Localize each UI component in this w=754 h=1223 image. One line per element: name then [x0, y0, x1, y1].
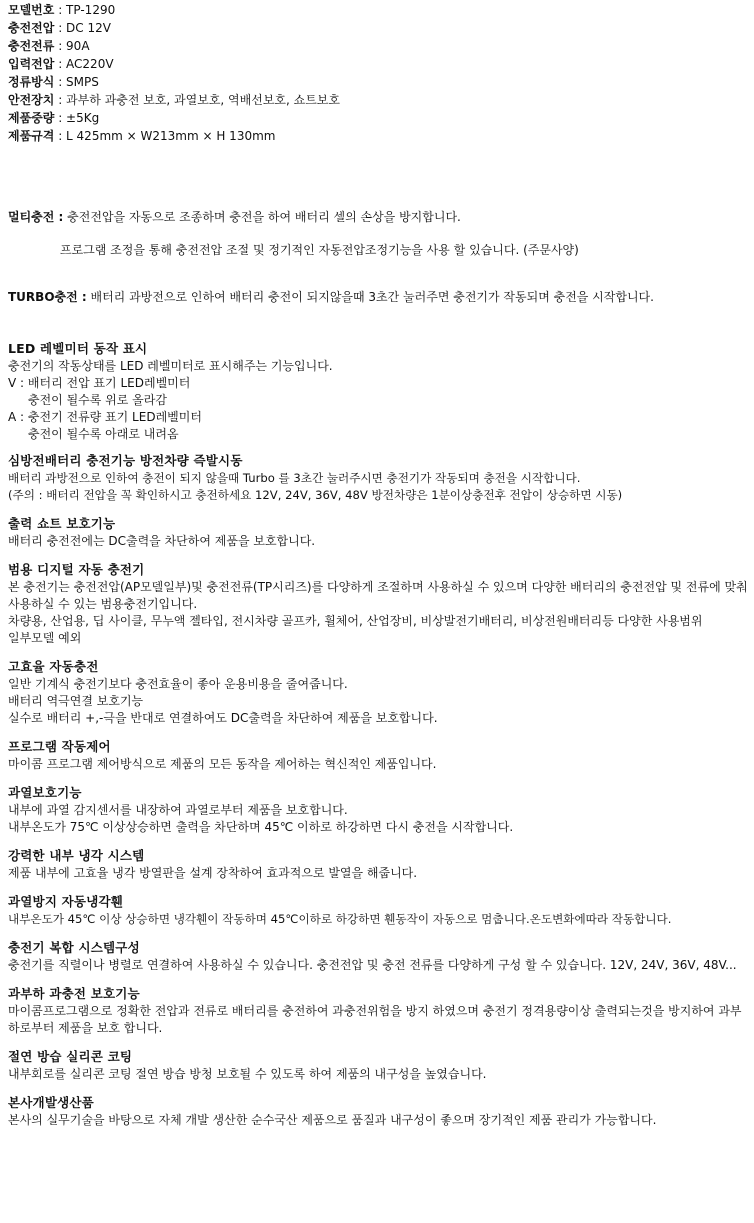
- section-silicone-coating: [8, 1048, 748, 1083]
- section-line: (주의 : 배터리 전압을 꼭 확인하시고 충전하세요 12V, 24V, 36V, 48V 방전차량은 1분이상충전후 전압이 상승하면 시동): [8, 488, 623, 502]
- section-composite-system: [8, 939, 748, 974]
- section-line: 제품 내부에 고효율 냉각 방열판을 설계 장착하여 효과적으로 발열을 해줍니다.: [8, 866, 418, 880]
- section-line: 실수로 배터리 +,-극을 반대로 연결하여도 DC출력을 차단하여 제품을 보호합니다.: [8, 711, 438, 725]
- section-line: 일반 기계식 충전기보다 충전효율이 좋아 운용비용을 줄여줍니다.: [8, 677, 348, 691]
- section-line: 마이콤 프로그램 제어방식으로 제품의 모든 동작을 제어하는 혁신적인 제품입니다.: [8, 757, 437, 771]
- multi-charge-note: 프로그램 조정을 통해 충전전압 조절 및 정기적인 자동전압조정기능을 사용 할 있습니다. (주문사양): [60, 243, 579, 257]
- section-title: 심방전배터리 충전기능 방전차량 즉발시동: [8, 453, 243, 468]
- spec-label: 충전전류: [8, 39, 55, 53]
- spec-value: AC220V: [66, 57, 114, 71]
- section-title: 본사개발생산품: [8, 1095, 94, 1110]
- section-title: 충전기 복합 시스템구성: [8, 940, 140, 955]
- section-line: 내부에 과열 감지센서를 내장하여 과열로부터 제품을 보호합니다.: [8, 803, 348, 817]
- section-line: 내부온도가 75℃ 이상상승하면 출력을 차단하며 45℃ 이하로 하강하면 다시 충전을 시작합니다.: [8, 820, 514, 834]
- spec-label: 입력전압: [8, 57, 55, 71]
- spec-value: SMPS: [66, 75, 99, 89]
- section-led-meter: [8, 340, 748, 443]
- turbo-charge-text: 배터리 과방전으로 인하여 배터리 충전이 되지않을때 3초간 눌러주면 충전기가 작동되며 충전을 시작합니다.: [86, 290, 654, 304]
- section-line: 일부모델 예외: [8, 631, 82, 645]
- section-universal-charger: [8, 561, 748, 647]
- section-title: LED 레벨미터 동작 표시: [8, 341, 148, 356]
- multi-charge-line: [8, 209, 748, 226]
- spec-value: DC 12V: [66, 21, 111, 35]
- section-title: 과부하 과충전 보호기능: [8, 986, 140, 1001]
- spec-row-safety: 안전장치 : 과부하 과충전 보호, 과열보호, 역배선보호, 쇼트보호: [8, 93, 340, 107]
- section-in-house-product: [8, 1094, 748, 1129]
- section-overheat-protection: [8, 784, 748, 836]
- section-line: 배터리 충전전에는 DC출력을 차단하여 제품을 보호합니다.: [8, 534, 316, 548]
- section-line: 충전이 될수록 아래로 내려옴: [28, 427, 179, 441]
- product-spec-document: [8, 0, 748, 1129]
- spec-row-dimensions: 제품규격 : L 425mm × W213mm × H 130mm: [8, 129, 276, 143]
- spec-value: L 425mm × W213mm × H 130mm: [66, 129, 276, 143]
- section-line: 내부온도가 45℃ 이상 상승하면 냉각휀이 작동하며 45℃이하로 하강하면 휀동작이 자동으로 멈춥니다.온도변화에따라 작동합니다.: [8, 912, 672, 926]
- spec-label: 제품중량: [8, 111, 55, 125]
- spec-row-model: 모델번호 : TP-1290: [8, 3, 116, 17]
- section-title: 범용 디지털 자동 충전기: [8, 562, 145, 577]
- section-line: 충전기를 직렬이나 병렬로 연결하여 사용하실 수 있습니다. 충전전압 및 충전 전류를 다양하게 구성 할 수 있습니다. 12V, 24V, 36V, 48V...: [8, 958, 737, 972]
- section-short-protection: [8, 515, 748, 550]
- section-title: 프로그램 작동제어: [8, 739, 111, 754]
- section-line: 차량용, 산업용, 딥 사이클, 무누액 젤타입, 전시차량 골프카, 휠체어, 산업장비, 비상발전기배터리, 비상전원배터리등 다양한 사용범위: [8, 614, 703, 628]
- section-program-control: [8, 738, 748, 773]
- turbo-charge-line: [8, 289, 748, 306]
- section-line: 마이콤프로그램으로 정확한 전압과 전류로 배터리를 충전하여 과충전위험을 방지 하였으며 충전기 정격용량이상 출력되는것을 방지하여 과부하로부터 제품을 보호 합니다.: [8, 1004, 742, 1035]
- spec-row-rectifier: 정류방식 : SMPS: [8, 75, 99, 89]
- spec-label: 안전장치: [8, 93, 55, 107]
- multi-charge-text: 충전전압을 자동으로 조종하며 충전을 하여 배터리 셀의 손상을 방지합니다.: [63, 210, 461, 224]
- spec-label: 충전전압: [8, 21, 55, 35]
- section-line: 내부회로를 실리콘 코팅 절연 방습 방청 보호될 수 있도록 하여 제품의 내구성을 높였습니다.: [8, 1067, 487, 1081]
- section-line: 본 충전기는 충전전압(AP모델일부)및 충전전류(TP시리즈)를 다양하게 조절하며 사용하실 수 있으며 다양한 배터리의 충전전압 및 전류에 맞춰 사용하실 수 있는 범용충전기입니다.: [8, 580, 748, 611]
- section-title: 강력한 내부 냉각 시스템: [8, 848, 145, 863]
- section-title: 출력 쇼트 보호기능: [8, 516, 116, 531]
- section-high-efficiency: [8, 658, 748, 727]
- spec-value: 과부하 과충전 보호, 과열보호, 역배선보호, 쇼트보호: [66, 93, 340, 107]
- section-line: 충전기의 작동상태를 LED 레벨미터로 표시해주는 기능입니다.: [8, 359, 333, 373]
- section-line: 배터리 과방전으로 인하여 충전이 되지 않을때 Turbo 를 3초간 눌러주시면 충전기가 작동되며 충전을 시작합니다.: [8, 471, 581, 485]
- section-overload-protection: [8, 985, 748, 1037]
- spec-row-voltage: 충전전압 : DC 12V: [8, 21, 111, 35]
- turbo-charge-label: TURBO충전 :: [8, 290, 87, 304]
- spec-label: 정류방식: [8, 75, 55, 89]
- section-title: 과열방지 자동냉각휀: [8, 894, 124, 909]
- spec-value: ±5Kg: [66, 111, 100, 125]
- spec-label: 제품규격: [8, 129, 55, 143]
- section-title: 고효율 자동충전: [8, 659, 99, 674]
- section-line: V : 배터리 전압 표기 LED레벨미터: [8, 376, 191, 390]
- spec-label: 모델번호: [8, 3, 55, 17]
- spec-row-input: 입력전압 : AC220V: [8, 57, 114, 71]
- section-line: 충전이 될수록 위로 올라감: [28, 393, 167, 407]
- section-title: 절연 방습 실리콘 코팅: [8, 1049, 133, 1064]
- section-line: A : 충전기 전류량 표기 LED레벨미터: [8, 410, 202, 424]
- section-title: 과열보호기능: [8, 785, 82, 800]
- section-line: 배터리 역극연결 보호기능: [8, 694, 144, 708]
- spec-row-weight: 제품중량 : ±5Kg: [8, 111, 100, 125]
- spec-value: TP-1290: [66, 3, 116, 17]
- multi-charge-label: 멀티충전 :: [8, 210, 64, 224]
- section-deep-discharge: [8, 452, 748, 504]
- spec-row-current: 충전전류 : 90A: [8, 39, 90, 53]
- section-auto-cooling-fan: [8, 893, 748, 928]
- section-cooling-system: [8, 847, 748, 882]
- spec-value: 90A: [66, 39, 90, 53]
- section-line: 본사의 실무기술을 바탕으로 자체 개발 생산한 순수국산 제품으로 품질과 내구성이 좋으며 장기적인 제품 관리가 가능합니다.: [8, 1113, 657, 1127]
- spec-table: [8, 1, 748, 145]
